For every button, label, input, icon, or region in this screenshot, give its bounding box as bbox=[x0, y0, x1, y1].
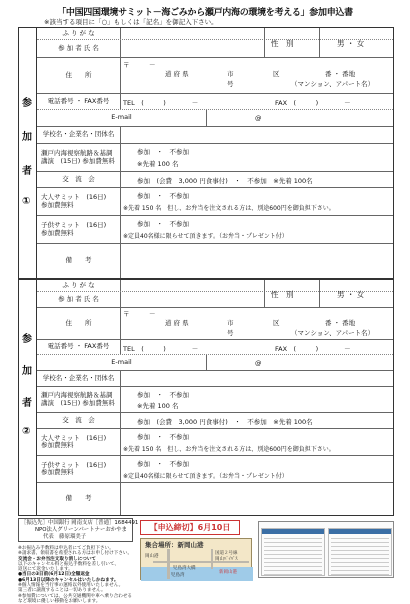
koryu-row: 交 流 会 参加 (会費 3,000 円食事付) ・ 不参加 ※先着 100名 bbox=[37, 172, 393, 188]
biko-row-2: 備 考 bbox=[37, 483, 393, 515]
child-row: 子供サミット (16日) 参加費無料 参加 ・ 不参加 ※定員40名様に限らせて頂きます。（お弁当・プレゼント付） bbox=[37, 216, 393, 244]
gender-option[interactable]: 男 ・ 女 bbox=[337, 39, 365, 48]
gender-option-2[interactable]: 男 ・ 女 bbox=[337, 290, 365, 299]
phone-row: 電話番号 ・ FAX番号 TEL ( ) － FAX ( ) － bbox=[37, 94, 393, 110]
payment-box: ［振込先］中国銀行 岡南支店［普通］1684491 NPO法人グリーンパートナーおかやま 代表 藤原瑠美子 bbox=[18, 518, 133, 542]
timetable-col-2 bbox=[328, 528, 392, 576]
email-row: E-mail @ bbox=[37, 110, 393, 127]
gender-label-2: 性 別 bbox=[271, 290, 294, 299]
name-row-2: 参 加 者 氏 名 bbox=[37, 292, 393, 308]
instruction-note: ※該当する項目に「○」もしくは「記名」を御記入下さい。 bbox=[44, 18, 218, 26]
deadline-badge: 【申込締切】6月10日 bbox=[140, 520, 240, 535]
email-row-2: E-mail @ bbox=[37, 355, 393, 371]
biko-row: 備 考 bbox=[37, 244, 393, 278]
phone-row-2: 電話番号 ・ FAX番号 TEL ( ) － FAX ( ) － bbox=[37, 340, 393, 355]
participant-2-form bbox=[18, 279, 394, 516]
address-row: 住 所 〒 － 道 府 県 市 区 番 ・ 番地 号 （マンション、アパート名） bbox=[37, 58, 393, 94]
school-row-2: 学校名・企業名・団体名 bbox=[37, 371, 393, 387]
koryu-row-2: 交 流 会 参加 (会費 3,000 円食事付) ・ 不参加 ※先着 100名 bbox=[37, 413, 393, 429]
map-pin-label: 新岡山港 bbox=[219, 570, 237, 575]
adult-row-2: 大人サミット (16日) 参加費無料 参加 ・ 不参加 ※先着 150 名 但し、お弁当を注文される方は、別途600円を御負担下さい。 bbox=[37, 429, 393, 456]
map-title: 集合場所：新岡山港 bbox=[145, 541, 204, 549]
venue-map: 集合場所：新岡山港 岡山港 国道２号線 岡山ﾊﾞｲﾊﾟｽ 児島湾大橋 児島湾 新岡山港 bbox=[140, 538, 252, 580]
participant-1-side: 参 加 者 ① bbox=[19, 28, 37, 278]
participant-1-form bbox=[18, 27, 394, 279]
address-row-2: 住 所 〒 － 道 府 県 市 区 番 ・ 番地 号 （マンション、アパート名） bbox=[37, 308, 393, 340]
child-row-2: 子供サミット (16日) 参加費無料 参加 ・ 不参加 ※定員40名様に限らせて頂きます。（お弁当・プレゼント付） bbox=[37, 456, 393, 483]
cancellation-notes: ※お振込み手数料は申込者にてご負担下さい。 ※請求書、領収書を希望される方はお申し付け下さい。 交流会・お弁当注文取り消しについて 以下のキャンセル料と振込手数料を差し引いて、 返送にて返金いたします。 ●当日の3日前(6月12日)全額返金 ●6月13日以降のキャンセルはいたしかねます。 ※個人情報を当行事の運絡以外使用いたしません。 第三者に譲渡することは一切ありません。 ※参加費については、公共交通機関や車へ乗り合わせるなど環境に優しい移動をお願いします。 bbox=[18, 546, 133, 604]
name-row: 参 加 者 氏 名 bbox=[37, 40, 393, 58]
school-row: 学校名・企業名・団体名 bbox=[37, 127, 393, 144]
seminar-row-2: 瀬戸内海視察航路＆基調講演 (15日) 参加費無料 参加 ・ 不参加 ※先着 100 名 bbox=[37, 387, 393, 413]
page-title: 「中国四国環境サミット－海ごみから瀬戸内海の環境を考える」参加申込書 bbox=[57, 8, 353, 18]
timetable-col-1 bbox=[261, 528, 325, 576]
furigana-row-2: ふ り が な bbox=[37, 280, 393, 292]
adult-row: 大人サミット (16日) 参加費無料 参加 ・ 不参加 ※先着 150 名 但し、お弁当を注文される方は、別途600円を御負担下さい。 bbox=[37, 188, 393, 216]
participant-2-side: 参 加 者 ② bbox=[19, 280, 37, 515]
furigana-row: ふ り が な bbox=[37, 28, 393, 40]
bus-timetable bbox=[258, 521, 394, 578]
gender-label: 性 別 bbox=[271, 39, 294, 48]
seminar-row: 瀬戸内海視察航路＆基調講演 (15日) 参加費無料 参加 ・ 不参加 ※先着 100 名 bbox=[37, 144, 393, 172]
